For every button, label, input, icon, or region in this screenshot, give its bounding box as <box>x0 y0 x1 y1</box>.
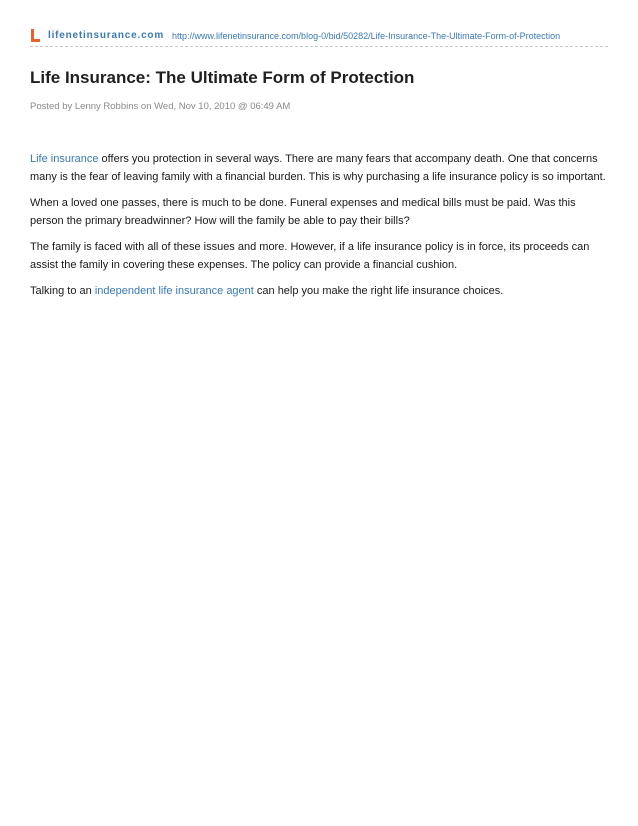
paragraph-1-text: offers you protection in several ways. There are many fears that accompany death. One that concerns many is the fear of leaving family with a financial burden. This is why purchasing a life insurance policy is so important. <box>30 153 606 183</box>
paragraph-1 <box>30 150 610 186</box>
logo-icon <box>30 29 41 43</box>
paragraph-4 <box>30 282 610 300</box>
article-title: Life Insurance: The Ultimate Form of Protection <box>30 68 415 87</box>
article-body <box>30 150 610 308</box>
paragraph-4-text-before: Talking to an <box>30 285 95 297</box>
independent-agent-link[interactable]: independent life insurance agent <box>94 285 254 297</box>
life-insurance-link[interactable]: Life insurance <box>30 153 99 165</box>
article-byline: Posted by Lenny Robbins on Wed, Nov 10, 2010 @ 06:49 AM <box>30 101 291 112</box>
page-header <box>30 28 608 48</box>
paragraph-4-text-after: can help you make the right life insurance choices. <box>253 285 504 297</box>
paragraph-3: The family is faced with all of these issues and more. However, if a life insurance policy is in force, its proceeds can assist the family in covering these expenses. The policy can provide a financial cushion. <box>30 241 590 271</box>
page-url-link[interactable]: http://www.lifenetinsurance.com/blog-0/bid/50282/Life-Insurance-The-Ultimate-Form-of-Protection <box>172 31 561 41</box>
paragraph-2: When a loved one passes, there is much to be done. Funeral expenses and medical bills must be paid. Was this person the primary breadwinner? How will the family be able to pay their bills? <box>30 197 576 227</box>
header-divider <box>30 46 608 47</box>
site-name[interactable]: lifenetinsurance.com <box>48 30 165 41</box>
